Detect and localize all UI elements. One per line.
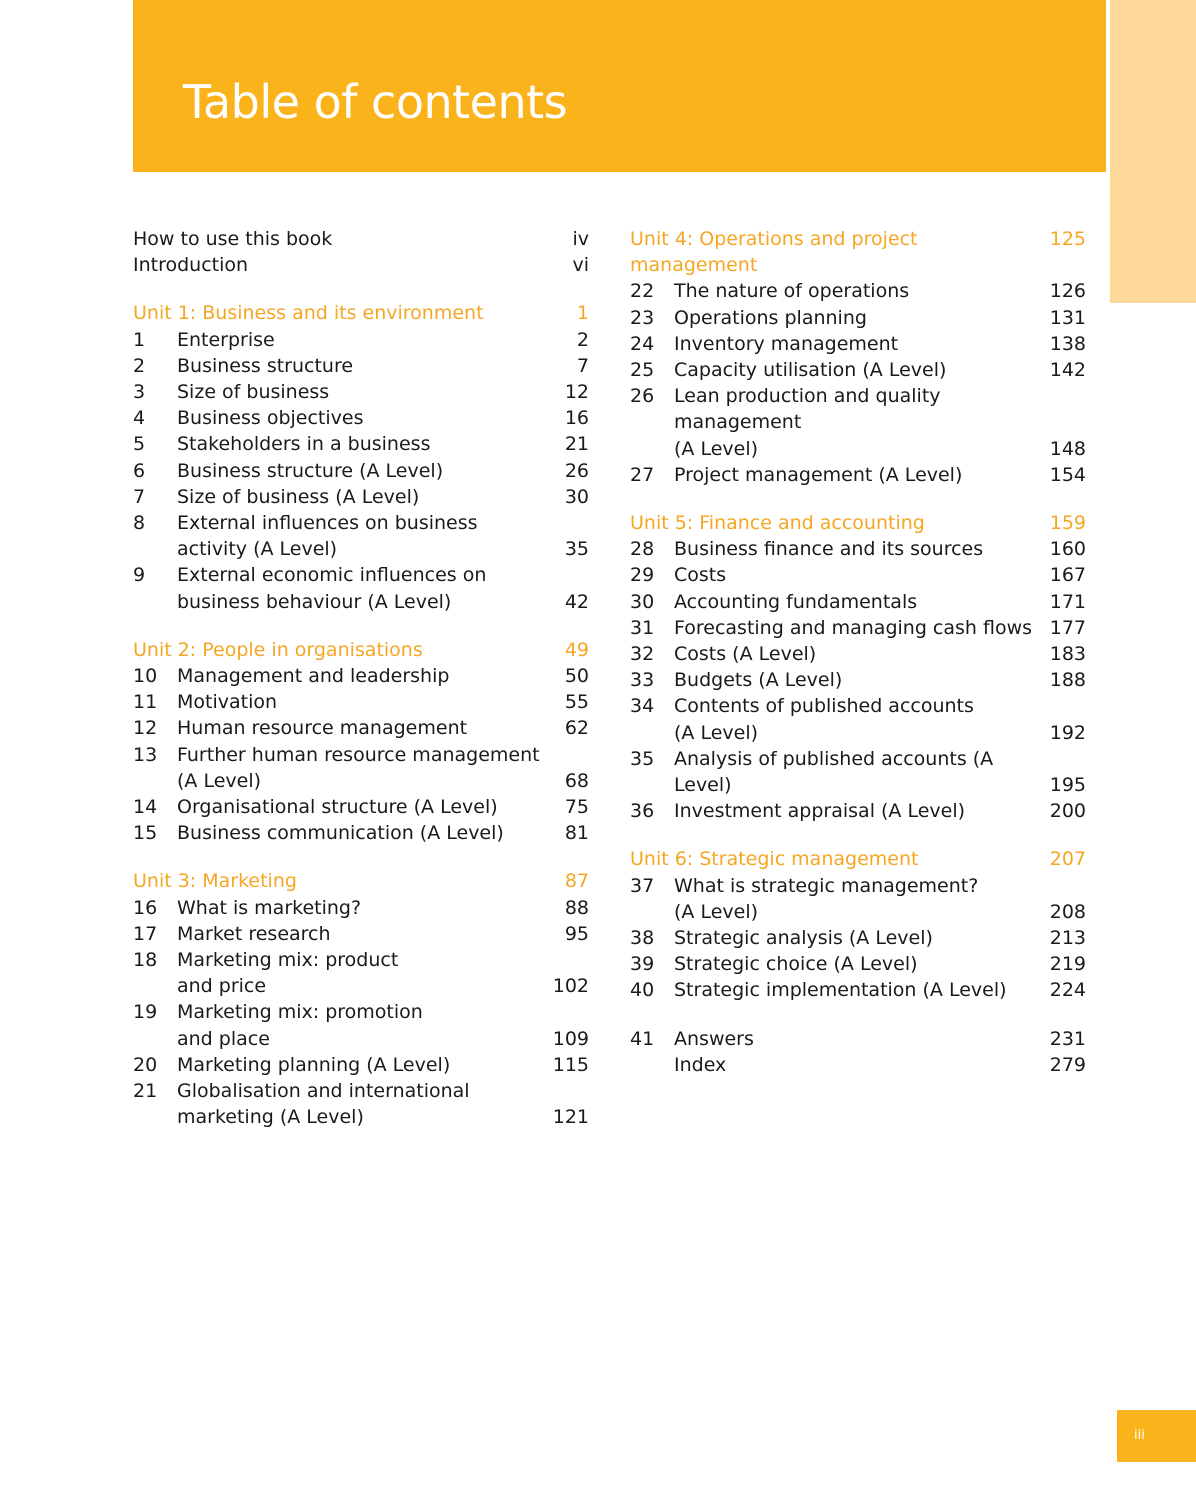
chapter-page: 126 (1049, 280, 1086, 303)
chapter-title-line: What is strategic management? (674, 874, 979, 897)
chapter-entry[interactable] (133, 921, 589, 947)
chapter-page: 213 (1049, 927, 1086, 950)
chapter-number: 15 (133, 822, 158, 845)
chapter-number: 13 (133, 743, 158, 766)
chapter-title-line: Analysis of published accounts (A Level) (674, 747, 994, 797)
chapter-entry[interactable] (630, 305, 1086, 331)
chapter-title (177, 431, 559, 457)
chapter-title (674, 589, 1044, 615)
chapter-entry[interactable] (133, 689, 589, 715)
chapter-title-line: Business structure (177, 354, 354, 377)
chapter-page: 148 (1049, 437, 1086, 460)
chapter-title (177, 947, 547, 999)
chapter-title (674, 1026, 1044, 1052)
chapter-title-line: and price (177, 975, 267, 998)
entry-title: How to use this book (133, 228, 333, 250)
chapter-number: 20 (133, 1053, 158, 1076)
unit-heading-page: 87 (564, 870, 589, 893)
chapter-title (177, 405, 559, 431)
entry-page: iv (572, 228, 589, 250)
chapter-page: 219 (1049, 953, 1086, 976)
chapter-title-line: Costs (A Level) (674, 643, 817, 666)
chapter-entry[interactable] (133, 562, 589, 614)
chapter-entry[interactable] (630, 562, 1086, 588)
chapter-title-line: (A Level) (674, 721, 759, 744)
chapter-entry[interactable] (133, 458, 589, 484)
chapter-entry[interactable] (630, 462, 1086, 488)
unit-section (630, 846, 1086, 1003)
chapter-entry[interactable] (133, 947, 589, 999)
chapter-number: 19 (133, 1001, 158, 1024)
chapter-entry[interactable] (630, 589, 1086, 615)
chapter-title-line: Business communication (A Level) (177, 822, 504, 845)
chapter-number: 39 (630, 953, 655, 976)
chapter-title (177, 820, 559, 846)
chapter-title (177, 689, 559, 715)
unit-heading[interactable] (630, 846, 1086, 872)
chapter-entry[interactable] (630, 873, 1086, 925)
unit-section (630, 510, 1086, 824)
chapter-number: 36 (630, 800, 655, 823)
chapter-entry[interactable] (133, 484, 589, 510)
chapter-title-line: Marketing mix: promotion (177, 1001, 423, 1024)
chapter-title (177, 327, 571, 353)
chapter-title (674, 305, 1044, 331)
chapter-page: 42 (564, 590, 589, 613)
chapter-entry[interactable] (630, 951, 1086, 977)
chapter-number: 9 (133, 564, 146, 587)
chapter-title (177, 562, 559, 614)
chapter-title-line: (A Level) (177, 769, 262, 792)
chapter-page: 30 (564, 485, 589, 508)
chapter-title-line: The nature of operations (674, 280, 910, 303)
unit-heading-page: 125 (1049, 228, 1086, 250)
chapter-page: 68 (564, 769, 589, 792)
chapter-title-line: External influences on business (177, 512, 478, 535)
unit-section (133, 300, 589, 614)
chapter-page: 279 (1049, 1053, 1086, 1076)
unit-heading-title: Unit 4: Operations and project management (630, 228, 918, 277)
chapter-page: 95 (564, 922, 589, 945)
chapter-page: 195 (1049, 774, 1086, 797)
unit-section (630, 226, 1086, 488)
chapter-title (674, 562, 1044, 588)
toc-column-left (133, 226, 589, 1131)
chapter-page: 109 (552, 1027, 589, 1050)
chapter-entry[interactable] (133, 663, 589, 689)
chapter-page: 171 (1049, 590, 1086, 613)
chapter-entry[interactable] (133, 405, 589, 431)
chapter-title-line: Further human resource management (177, 743, 540, 766)
chapter-title (674, 798, 1044, 824)
chapter-title-line: Operations planning (674, 306, 867, 329)
chapter-entry[interactable] (133, 820, 589, 846)
chapter-entry[interactable] (133, 379, 589, 405)
chapter-number: 23 (630, 306, 655, 329)
unit-heading[interactable] (630, 226, 1086, 278)
chapter-number: 7 (133, 485, 146, 508)
chapter-entry[interactable] (133, 510, 589, 562)
header-banner (133, 0, 1106, 172)
chapter-entry[interactable] (630, 1026, 1086, 1052)
chapter-entry[interactable] (630, 977, 1086, 1003)
chapter-page: 75 (564, 796, 589, 819)
chapter-title-line: Size of business (A Level) (177, 485, 420, 508)
chapter-page: 177 (1049, 616, 1086, 639)
chapter-page: 7 (576, 354, 589, 377)
unit-section (133, 637, 589, 847)
chapter-number: 33 (630, 669, 655, 692)
chapter-number: 12 (133, 717, 158, 740)
chapter-title (674, 873, 1044, 925)
chapter-number: 24 (630, 332, 655, 355)
chapter-page: 88 (564, 896, 589, 919)
chapter-title (674, 693, 1044, 745)
chapter-entry[interactable] (630, 693, 1086, 745)
chapter-title-line: (A Level) (674, 437, 759, 460)
chapter-entry[interactable] (630, 383, 1086, 462)
unit-heading-page: 159 (1049, 512, 1086, 535)
chapter-title-line: Market research (177, 922, 331, 945)
chapter-title (177, 484, 559, 510)
chapter-entry[interactable] (630, 746, 1086, 798)
chapter-entry[interactable] (630, 278, 1086, 304)
chapter-entry[interactable] (630, 798, 1086, 824)
chapter-title-line: Business objectives (177, 407, 364, 430)
chapter-title-line: activity (A Level) (177, 538, 338, 561)
chapter-page: 55 (564, 691, 589, 714)
chapter-entry[interactable] (630, 1052, 1086, 1078)
chapter-number: 37 (630, 874, 655, 897)
chapter-entry[interactable] (630, 641, 1086, 667)
chapter-title (177, 379, 559, 405)
chapter-page: 21 (564, 433, 589, 456)
chapter-page: 121 (552, 1106, 589, 1129)
chapter-title-line: Strategic choice (A Level) (674, 953, 918, 976)
chapter-number: 28 (630, 538, 655, 561)
chapter-entry[interactable] (133, 1078, 589, 1130)
chapter-page: 50 (564, 665, 589, 688)
chapter-title-line: Human resource management (177, 717, 468, 740)
chapter-page: 131 (1049, 306, 1086, 329)
chapter-page: 26 (564, 459, 589, 482)
chapter-title (674, 1052, 1044, 1078)
chapter-page: 138 (1049, 332, 1086, 355)
chapter-title (674, 746, 1044, 798)
side-tab (1110, 0, 1196, 303)
chapter-number: 6 (133, 459, 146, 482)
chapter-page: 35 (564, 538, 589, 561)
chapter-title-line: Costs (674, 564, 727, 587)
unit-heading-page: 49 (564, 638, 589, 661)
chapter-title-line: Capacity utilisation (A Level) (674, 359, 947, 382)
chapter-title (674, 641, 1044, 667)
chapter-page: 115 (552, 1053, 589, 1076)
chapter-title-line: Motivation (177, 691, 278, 714)
chapter-title-line: Marketing planning (A Level) (177, 1053, 451, 1076)
chapter-title-line: Business finance and its sources (674, 538, 984, 561)
chapter-title-line: External economic influences on (177, 564, 487, 587)
chapter-number: 21 (133, 1080, 158, 1103)
chapter-page: 12 (564, 381, 589, 404)
chapter-entry[interactable] (133, 1052, 589, 1078)
chapter-title-line: Answers (674, 1027, 754, 1050)
chapter-title-line: What is marketing? (177, 896, 362, 919)
chapter-title (674, 383, 1044, 462)
chapter-title (674, 462, 1044, 488)
chapter-title (177, 742, 559, 794)
chapter-number: 16 (133, 896, 158, 919)
chapter-title (674, 278, 1044, 304)
chapter-page: 167 (1049, 564, 1086, 587)
chapter-number: 25 (630, 359, 655, 382)
chapter-title (674, 667, 1044, 693)
chapter-title-line: and place (177, 1027, 270, 1050)
chapter-title (177, 458, 559, 484)
chapter-number: 34 (630, 695, 655, 718)
chapter-title-line: Marketing mix: product (177, 949, 399, 972)
chapter-title (674, 615, 1044, 641)
chapter-title (177, 999, 547, 1051)
chapter-title (674, 925, 1044, 951)
chapter-number: 41 (630, 1027, 655, 1050)
chapter-number: 10 (133, 665, 158, 688)
chapter-page: 81 (564, 822, 589, 845)
chapter-number: 4 (133, 407, 146, 430)
chapter-title-line: Management and leadership (177, 665, 450, 688)
chapter-number: 5 (133, 433, 146, 456)
chapter-title (674, 951, 1044, 977)
chapter-number: 32 (630, 643, 655, 666)
chapter-number: 29 (630, 564, 655, 587)
chapter-entry[interactable] (133, 794, 589, 820)
chapter-number: 17 (133, 922, 158, 945)
chapter-title-line: Enterprise (177, 328, 275, 351)
chapter-entry[interactable] (630, 357, 1086, 383)
chapter-page: 231 (1049, 1027, 1086, 1050)
chapter-title-line: Lean production and quality management (674, 385, 941, 434)
chapter-number: 35 (630, 747, 655, 770)
chapter-page: 192 (1049, 721, 1086, 744)
chapter-title (674, 977, 1044, 1003)
chapter-title-line: Contents of published accounts (674, 695, 974, 718)
chapter-entry[interactable] (630, 331, 1086, 357)
chapter-number: 40 (630, 979, 655, 1002)
unit-heading[interactable] (133, 637, 589, 663)
chapter-number: 31 (630, 616, 655, 639)
front-matter-entry[interactable] (133, 226, 589, 252)
chapter-title-line: marketing (A Level) (177, 1106, 364, 1129)
chapter-page: 208 (1049, 900, 1086, 923)
chapter-title (177, 1078, 547, 1130)
chapter-title-line: Business structure (A Level) (177, 459, 444, 482)
chapter-page: 2 (576, 328, 589, 351)
chapter-number: 11 (133, 691, 158, 714)
chapter-entry[interactable] (630, 536, 1086, 562)
unit-section (133, 868, 589, 1130)
chapter-number: 3 (133, 381, 146, 404)
unit-heading-title: Unit 3: Marketing (133, 870, 297, 893)
chapter-title (674, 331, 1044, 357)
chapter-title-line: Organisational structure (A Level) (177, 796, 498, 819)
unit-heading-page: 207 (1049, 848, 1086, 871)
chapter-entry[interactable] (630, 615, 1086, 641)
chapter-title-line: Strategic analysis (A Level) (674, 927, 933, 950)
chapter-page: 224 (1049, 979, 1086, 1002)
unit-heading[interactable] (630, 510, 1086, 536)
chapter-number: 8 (133, 512, 146, 535)
chapter-title (674, 357, 1044, 383)
chapter-number: 38 (630, 927, 655, 950)
chapter-title (177, 715, 559, 741)
chapter-title (177, 510, 559, 562)
chapter-number: 1 (133, 328, 146, 351)
unit-heading[interactable] (133, 868, 589, 894)
chapter-number: 30 (630, 590, 655, 613)
chapter-page: 200 (1049, 800, 1086, 823)
chapter-title-line: (A Level) (674, 900, 759, 923)
chapter-page: 154 (1049, 463, 1086, 486)
chapter-number: 22 (630, 280, 655, 303)
chapter-entry[interactable] (630, 925, 1086, 951)
chapter-entry[interactable] (133, 353, 589, 379)
unit-heading-title: Unit 2: People in organisations (133, 638, 423, 661)
page-title: Table of contents (183, 75, 568, 129)
chapter-entry[interactable] (133, 742, 589, 794)
chapter-entry[interactable] (630, 667, 1086, 693)
chapter-title-line: Index (674, 1053, 727, 1076)
chapter-page: 183 (1049, 643, 1086, 666)
entry-title: Introduction (133, 254, 249, 277)
chapter-entry[interactable] (133, 715, 589, 741)
unit-heading-title: Unit 5: Finance and accounting (630, 512, 925, 535)
chapter-title (177, 353, 571, 379)
page-number-badge (1117, 1410, 1196, 1462)
chapter-page: 102 (552, 975, 589, 998)
chapter-page: 160 (1049, 538, 1086, 561)
front-matter-entry[interactable] (133, 252, 589, 278)
chapter-title (177, 895, 559, 921)
unit-heading-title: Unit 6: Strategic management (630, 848, 919, 871)
toc-column-right (630, 226, 1086, 1078)
chapter-title-line: Globalisation and international (177, 1080, 470, 1103)
chapter-title (177, 794, 559, 820)
chapter-title (177, 921, 559, 947)
chapter-title-line: Size of business (177, 381, 330, 404)
chapter-number: 26 (630, 385, 655, 408)
chapter-title-line: Accounting fundamentals (674, 590, 918, 613)
entry-page: vi (572, 254, 589, 277)
chapter-title-line: Budgets (A Level) (674, 669, 843, 692)
chapter-number: 2 (133, 354, 146, 377)
chapter-title-line: Forecasting and managing cash flows (674, 616, 1033, 639)
chapter-title (674, 536, 1044, 562)
chapter-title (177, 663, 559, 689)
unit-heading[interactable] (133, 300, 589, 326)
chapter-number: 27 (630, 463, 655, 486)
chapter-title-line: Stakeholders in a business (177, 433, 431, 456)
chapter-entry[interactable] (133, 431, 589, 457)
chapter-title-line: Project management (A Level) (674, 463, 963, 486)
chapter-page: 62 (564, 717, 589, 740)
page-number: iii (1134, 1428, 1145, 1443)
chapter-title-line: Inventory management (674, 332, 899, 355)
chapter-page: 188 (1049, 669, 1086, 692)
chapter-entry[interactable] (133, 327, 589, 353)
chapter-title-line: Investment appraisal (A Level) (674, 800, 966, 823)
chapter-entry[interactable] (133, 999, 589, 1051)
chapter-title (177, 1052, 547, 1078)
chapter-number: 18 (133, 949, 158, 972)
chapter-number: 14 (133, 796, 158, 819)
unit-heading-title: Unit 1: Business and its environment (133, 302, 484, 325)
unit-heading-page: 1 (576, 302, 589, 325)
chapter-page: 16 (564, 407, 589, 430)
chapter-page: 142 (1049, 359, 1086, 382)
chapter-title-line: Strategic implementation (A Level) (674, 979, 1007, 1002)
chapter-title-line: business behaviour (A Level) (177, 590, 452, 613)
chapter-entry[interactable] (133, 895, 589, 921)
